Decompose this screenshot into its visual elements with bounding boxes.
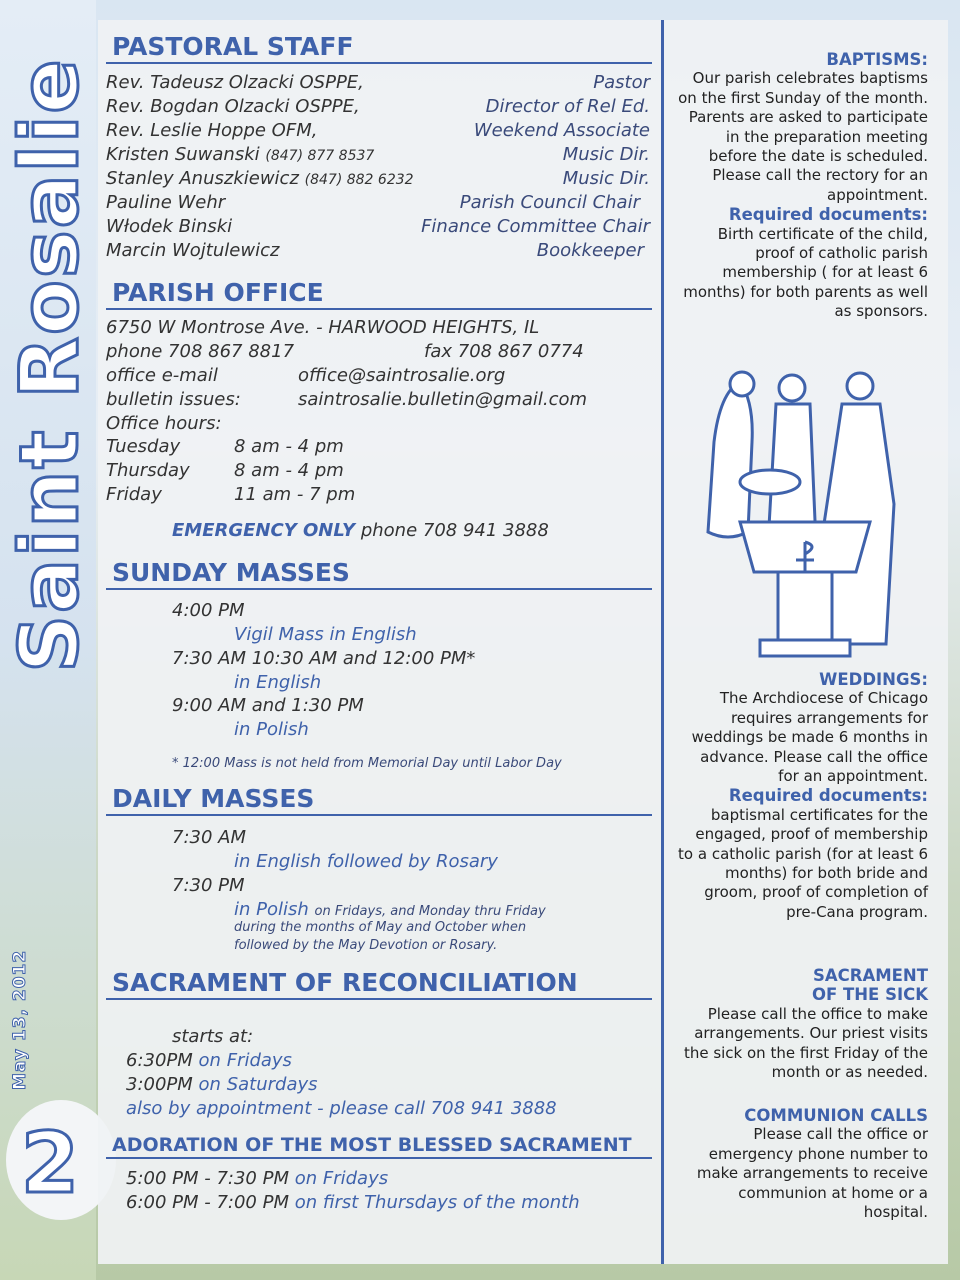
sick-section: [676, 966, 928, 1082]
adoration-time: 5:00 PM - 7:30 PM: [126, 1168, 289, 1189]
staff-name: Włodek Binski: [106, 216, 233, 237]
bulletin-date: May 13, 2012: [10, 949, 30, 1090]
staff-row: [106, 168, 650, 189]
mass-time: 7:30 AM: [172, 827, 246, 848]
mass-time: 7:30 PM: [172, 875, 245, 896]
adoration-time: 6:00 PM - 7:00 PM: [126, 1192, 289, 1213]
daily-masses-title: DAILY MASSES: [106, 784, 652, 816]
staff-row: [106, 216, 650, 237]
communion-text: Please call the office or emergency phone number to make arrangements to receive communion at home or a hospital.: [696, 1125, 928, 1222]
staff-role: Weekend Associate: [473, 120, 650, 141]
reconciliation-line: [126, 1074, 318, 1095]
staff-role: Bookkeeper: [536, 240, 644, 261]
baptisms-title: BAPTISMS:: [826, 50, 928, 69]
reconciliation-line: [126, 1050, 292, 1071]
mass-language: Vigil Mass in English: [234, 624, 417, 645]
hours-day: Friday: [106, 484, 162, 505]
reconciliation-when: on Fridays: [198, 1050, 292, 1071]
office-email-label: office e-mail: [106, 365, 218, 386]
parish-name-vertical: Saint Rosalie: [3, 57, 96, 673]
hours-day: Tuesday: [106, 436, 181, 457]
mass-footnote: * 12:00 Mass is not held from Memorial Day until Labor Day: [172, 756, 562, 771]
adoration-title: ADORATION OF THE MOST BLESSED SACRAMENT: [106, 1134, 652, 1159]
hours-time: 11 am - 7 pm: [234, 484, 356, 505]
sick-text: Please call the office to make arrangements. Our priest visits the sick on the first Friday of the month or as needed.: [683, 1004, 928, 1082]
reconciliation-when: on Saturdays: [198, 1074, 318, 1095]
sick-title-line1: SACRAMENT: [813, 966, 928, 985]
staff-row: [106, 240, 650, 261]
emergency-label: EMERGENCY ONLY: [172, 520, 356, 541]
staff-role: Music Dir.: [562, 168, 650, 189]
column-divider: [661, 20, 664, 1264]
weddings-title: WEDDINGS:: [819, 670, 928, 689]
hours-time: 8 am - 4 pm: [234, 436, 344, 457]
baptisms-text: Our parish celebrates baptisms on the first Sunday of the month. Parents are asked to participate in the preparation meeting before the date is scheduled. Please call the rectory for an appointment.: [678, 69, 928, 204]
mass-language: in Polish: [234, 719, 309, 740]
sick-title-line2: OF THE SICK: [811, 985, 928, 1005]
staff-name: Kristen Suwanski: [106, 144, 260, 165]
baptisms-required-text: Birth certificate of the child, proof of catholic parish membership ( for at least 6 months) for both parents as well as sponsors.: [683, 224, 928, 321]
staff-row: [106, 192, 650, 213]
reconciliation-starts: starts at:: [172, 1026, 254, 1047]
mass-time: 9:00 AM and 1:30 PM: [172, 695, 364, 716]
baptisms-section: [676, 50, 928, 322]
mass-language: in English followed by Rosary: [234, 851, 498, 872]
bulletin-label: bulletin issues:: [106, 389, 241, 410]
page-number: 2: [20, 1114, 80, 1212]
staff-row: [106, 120, 650, 141]
mass-language: in Polish: [234, 899, 309, 920]
staff-row: [106, 96, 650, 117]
communion-section: [676, 1106, 928, 1222]
mass-time: 7:30 AM 10:30 AM and 12:00 PM*: [172, 648, 476, 669]
emergency-line: [172, 520, 549, 541]
adoration-when: on first Thursdays of the month: [294, 1192, 580, 1213]
staff-name: Stanley Anuszkiewicz: [106, 168, 299, 189]
mass-language-line: [234, 899, 546, 920]
pastoral-staff-title: PASTORAL STAFF: [106, 32, 652, 64]
mass-note: followed by the May Devotion or Rosary.: [234, 938, 498, 953]
adoration-line: [126, 1168, 388, 1189]
communion-title: COMMUNION CALLS: [744, 1106, 928, 1125]
staff-row: [106, 144, 650, 165]
hours-time: 8 am - 4 pm: [234, 460, 344, 481]
reconciliation-appointment: also by appointment - please call 708 941 3888: [126, 1098, 557, 1119]
sidebar: [0, 0, 96, 1280]
weddings-section: [676, 670, 928, 922]
staff-name: Rev. Leslie Hoppe OFM,: [106, 120, 318, 141]
mass-note: during the months of May and October when: [234, 920, 527, 935]
office-hours-label: Office hours:: [106, 413, 222, 434]
staff-name: Marcin Wojtulewicz: [106, 240, 280, 261]
hours-day: Thursday: [106, 460, 190, 481]
office-email-link[interactable]: office@saintrosalie.org: [298, 365, 506, 386]
office-phone: phone 708 867 8817: [106, 341, 295, 362]
staff-role: Director of Rel Ed.: [485, 96, 650, 117]
baptisms-required-label: Required documents:: [728, 205, 928, 225]
weddings-required-text: baptismal certificates for the engaged, proof of membership to a catholic parish (for at least 6 months) for both bride and groom, proof of completion of pre-Cana program.: [678, 805, 928, 921]
mass-language: in English: [234, 672, 322, 693]
staff-role: Music Dir.: [562, 144, 650, 165]
adoration-when: on Fridays: [294, 1168, 389, 1189]
emergency-phone: phone 708 941 3888: [360, 520, 549, 541]
staff-role: Finance Committee Chair: [421, 216, 650, 237]
weddings-text: The Archdiocese of Chicago requires arrangements for weddings be made 6 months in advance. Please call the office for an appointment.: [691, 689, 928, 786]
staff-row: [106, 72, 650, 93]
reconciliation-time: 6:30PM: [126, 1050, 193, 1071]
adoration-line: [126, 1192, 580, 1213]
staff-name: Pauline Wehr: [106, 192, 226, 213]
staff-name: Rev. Tadeusz Olzacki OSPPE,: [106, 72, 364, 93]
staff-role: Pastor: [593, 72, 650, 93]
sunday-masses-title: SUNDAY MASSES: [106, 558, 652, 590]
staff-phone: (847) 882 6232: [304, 172, 414, 188]
office-fax: fax 708 867 0774: [424, 341, 584, 362]
office-address: 6750 W Montrose Ave. - HARWOOD HEIGHTS, IL: [106, 317, 540, 338]
staff-name: Rev. Bogdan Olzacki OSPPE,: [106, 96, 360, 117]
baptism-illustration: [700, 362, 930, 662]
staff-role: Parish Council Chair: [459, 192, 640, 213]
weddings-required-label: Required documents:: [728, 786, 928, 806]
reconciliation-title: SACRAMENT OF RECONCILIATION: [106, 968, 652, 1000]
mass-time: 4:00 PM: [172, 600, 245, 621]
staff-phone: (847) 877 8537: [265, 148, 375, 164]
parish-office-title: PARISH OFFICE: [106, 278, 652, 310]
mass-note: on Fridays, and Monday thru Friday: [314, 904, 546, 919]
reconciliation-time: 3:00PM: [126, 1074, 193, 1095]
bulletin-email-link[interactable]: saintrosalie.bulletin@gmail.com: [298, 389, 588, 410]
